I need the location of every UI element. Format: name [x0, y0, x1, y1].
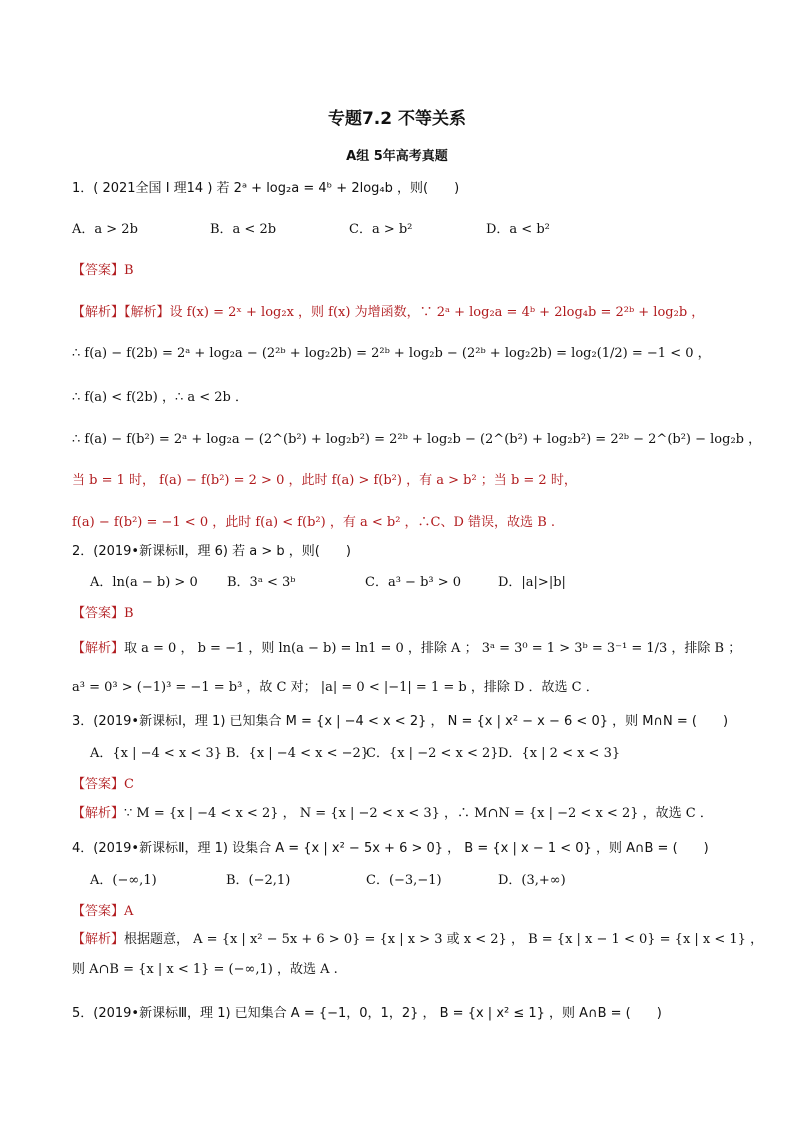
q3-analysis-line-1: [72, 805, 713, 823]
q2-analysis-line-2: a³ = 0³ > (−1)³ = −1 = b³ ，故 C 对； |a| = 0 < |−1| = 1 = b ，排除 D ．故选 C ．: [72, 680, 599, 695]
q2-option-d: D．|a|>|b|: [498, 575, 566, 590]
q1-analysis-line-6: f(a) − f(b²) = −1 < 0 ，此时 f(a) < f(b²) ，有 a < b² ，∴C、D 错误，故选 B .: [72, 515, 556, 530]
q4-analysis-line-1: [72, 931, 763, 949]
analysis-text: 取 a = 0 ， b = −1 ，则 ln(a − b) = ln1 = 0 ，排除 A ； 3ᵃ = 3⁰ = 1 > 3ᵇ = 3⁻¹ = 1/3 ，排除 B ；: [124, 641, 742, 656]
analysis-text: ∵ M = {x | −4 < x < 2} ， N = {x | −2 < x < 3} ，∴ M∩N = {x | −2 < x < 2} ，故选 C ．: [124, 806, 713, 821]
answer-value: A: [124, 904, 134, 919]
q1-option-d: D．a < b²: [486, 222, 550, 237]
q4-analysis-line-2: 则 A∩B = {x | x < 1} = (−∞,1) ，故选 A .: [72, 962, 338, 977]
analysis-text: 设 f(x) = 2ˣ + log₂x ，则 f(x) 为增函数，∵ 2ᵃ + log₂a = 4ᵇ + 2log₄b = 2²ᵇ + log₂b ，: [169, 305, 705, 320]
q1-analysis-line-1: [72, 304, 704, 322]
q4-option-a: A．(−∞,1): [90, 873, 157, 888]
q4-option-d: D．(3,+∞): [498, 873, 566, 888]
q1-analysis-line-5: 当 b = 1 时， f(a) − f(b²) = 2 > 0 ，此时 f(a) > f(b²) ，有 a > b² ；当 b = 2 时，: [72, 473, 577, 488]
q2-analysis-line-1: [72, 640, 741, 658]
q2-option-a: A．ln(a − b) > 0: [90, 575, 198, 590]
q4-answer: [72, 903, 133, 921]
analysis-tag: 【解析】: [72, 305, 125, 320]
analysis-tag: 【解析】: [72, 932, 125, 947]
question-4-stem: 4．(2019•新课标Ⅱ，理 1) 设集合 A = {x | x² − 5x + 6 > 0} ， B = {x | x − 1 < 0} ，则 A∩B = ( ): [72, 841, 709, 856]
q2-option-c: C．a³ − b³ > 0: [365, 575, 462, 590]
q3-option-a: A．{x | −4 < x < 3}: [90, 746, 222, 761]
q4-option-c: C．(−3,−1): [366, 873, 442, 888]
answer-tag: 【答案】: [72, 606, 125, 621]
question-3-stem: 3．(2019•新课标Ⅰ，理 1) 已知集合 M = {x | −4 < x < 2} ， N = {x | x² − x − 6 < 0} ，则 M∩N = ( ): [72, 714, 729, 729]
answer-tag: 【答案】: [72, 263, 125, 278]
analysis-text: 根据题意， A = {x | x² − 5x + 6 > 0} = {x | x > 3 或 x < 2} ， B = {x | x − 1 < 0} = {x | x < 1} ，: [124, 932, 764, 947]
q4-option-b: B．(−2,1): [226, 873, 291, 888]
answer-value: C: [124, 777, 134, 792]
q1-option-a: A．a > 2b: [72, 222, 138, 237]
answer-value: B: [124, 606, 134, 621]
q3-answer: [72, 776, 134, 794]
q2-answer: [72, 605, 134, 623]
question-5-stem: 5．(2019•新课标Ⅲ，理 1) 已知集合 A = {−1，0，1，2} ， B = {x | x² ≤ 1} ，则 A∩B = ( ): [72, 1006, 662, 1021]
q3-option-b: B．{x | −4 < x < −2}: [226, 746, 370, 761]
answer-value: B: [124, 263, 134, 278]
question-2-stem: 2．(2019•新课标Ⅱ，理 6) 若 a > b ，则( ): [72, 544, 351, 559]
q3-option-d: D．{x | 2 < x < 3}: [498, 746, 621, 761]
q3-option-c: C．{x | −2 < x < 2}: [366, 746, 499, 761]
analysis-tag: 【解析】: [72, 641, 125, 656]
question-1-stem: 1．( 2021全国 I 理14 ) 若 2ᵃ + log₂a = 4ᵇ + 2log₄b ，则( ): [72, 181, 460, 196]
q1-option-b: B．a < 2b: [210, 222, 277, 237]
q1-analysis-line-3: ∴ f(a) < f(2b) ，∴ a < 2b ．: [72, 390, 248, 405]
q2-option-b: B．3ᵃ < 3ᵇ: [227, 575, 296, 590]
q1-analysis-line-2: ∴ f(a) − f(2b) = 2ᵃ + log₂a − (2²ᵇ + log₂2b) = 2²ᵇ + log₂b − (2²ᵇ + log₂2b) = log₂(1/2) = −1 < 0 ，: [72, 346, 711, 361]
answer-tag: 【答案】: [72, 777, 125, 792]
q1-option-c: C．a > b²: [349, 222, 413, 237]
analysis-tag-repeat: 【解析】: [124, 305, 170, 320]
document-title: 专题7.2 不等关系: [327, 109, 467, 129]
answer-tag: 【答案】: [72, 904, 125, 919]
q1-analysis-line-4: ∴ f(a) − f(b²) = 2ᵃ + log₂a − (2^(b²) + log₂b²) = 2²ᵇ + log₂b − (2^(b²) + log₂b²) = 2²ᵇ − 2^(b²) − log₂b ，: [72, 432, 762, 447]
q1-answer: [72, 262, 134, 280]
section-subtitle: A组 5年高考真题: [346, 149, 448, 164]
analysis-tag: 【解析】: [72, 806, 125, 821]
